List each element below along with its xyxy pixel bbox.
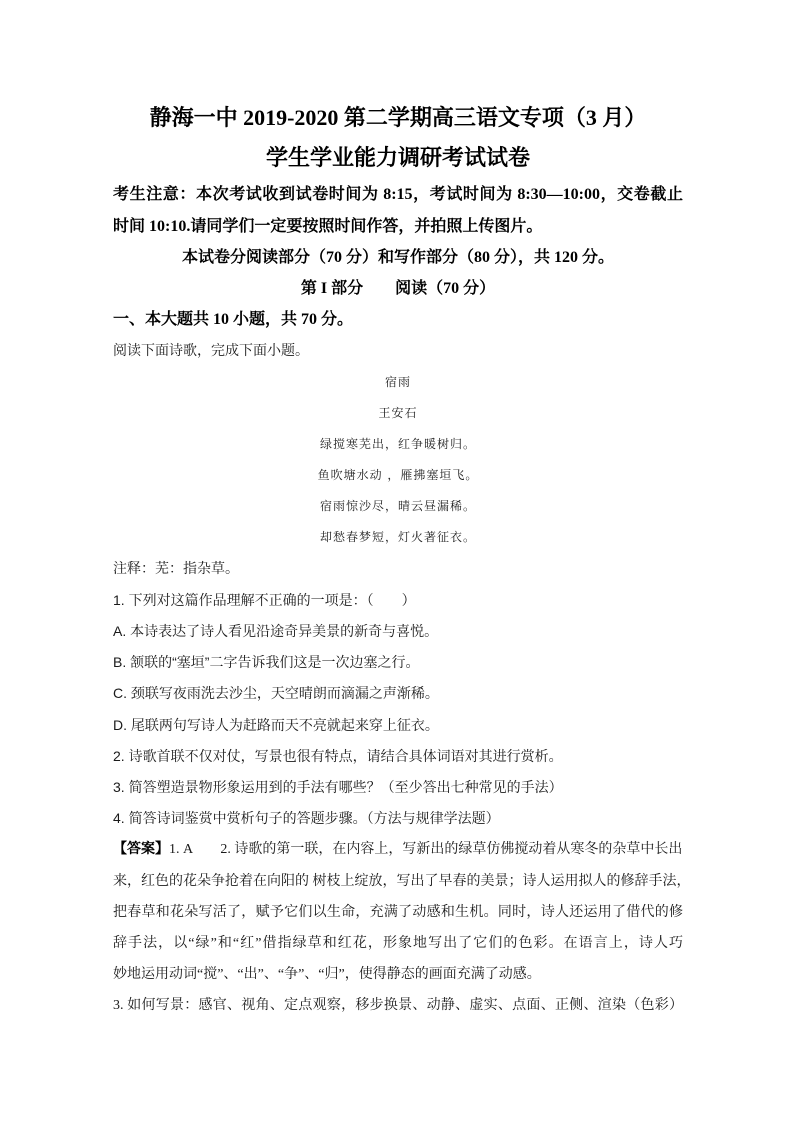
poem-block (113, 367, 683, 554)
part-heading: 第 I 部分 阅读（70 分） (300, 279, 496, 297)
poem-line: 宿雨惊沙尽，晴云昼漏稀。 (319, 499, 476, 514)
question-1-option-c: C. 颈联写夜雨洗去沙尘，天空晴朗而滴漏之声渐稀。 (113, 685, 439, 702)
poem-line: 鱼吹塘水动 ，雁拂塞垣飞。 (317, 468, 479, 483)
notice-line-2: 时间 10:10.请同学们一定要按照时间作答，并拍照上传图片。 (113, 217, 543, 235)
exam-page (113, 98, 691, 1021)
question-1-option-b: B. 颔联的“塞垣”二字告诉我们这是一次边塞之行。 (113, 654, 420, 671)
reading-instruction: 阅读下面诗歌，完成下面小题。 (113, 342, 309, 359)
question-2: 2. 诗歌首联不仅对仗，写景也很有特点，请结合具体词语对其进行赏析。 (113, 747, 563, 764)
section-heading: 一、本大题共 10 小题，共 70 分。 (113, 311, 354, 329)
answer-text: 1. A 2. 诗歌的第一联，在内容上，写新出的绿草仿佛搅动着从寒冬的杂草中长出 (169, 842, 683, 858)
poem-line: 却愁春梦短，灯火著征衣。 (319, 530, 476, 545)
answer-line: 妙地运用动词“搅”、“出”、“争”、“归”，使得静态的画面充满了动感。 (113, 967, 541, 983)
poem-title: 宿雨 (384, 374, 411, 389)
exam-title-line-1: 静海一中 2019-2020 第二学期高三语文专项（3 月） (149, 105, 647, 130)
answer-line: 3. 如何写景：感官、视角、定点观察，移步换景、动静、虚实、点面、正侧、渲染（色彩） (113, 998, 683, 1014)
answer-label: 【答案】 (113, 842, 169, 858)
question-1-option-d: D. 尾联两句写诗人为赶路而天不亮就起来穿上征衣。 (113, 716, 439, 733)
poem-author: 王安石 (378, 405, 418, 420)
question-1-option-a: A. 本诗表达了诗人看见沿途奇异美景的新奇与喜悦。 (113, 623, 439, 640)
notice-block (113, 179, 683, 366)
poem-annotation: 注释：芜：指杂草。 (113, 561, 239, 577)
questions-block (113, 585, 683, 835)
poem-line: 绿搅寒芜出，红争暖树归。 (319, 436, 476, 451)
question-3: 3. 简答塑造景物形象运用到的手法有哪些？（至少答出七种常见的手法） (113, 778, 563, 795)
answer-line: 把春草和花朵写活了，赋予它们以生命，充满了动感和生机。同时，诗人还运用了借代的修 (113, 904, 683, 920)
answer-line (113, 834, 683, 865)
score-summary: 本试卷分阅读部分（70 分）和写作部分（80 分），共 120 分。 (181, 248, 614, 266)
answer-line: 辞手法，以“绿”和“红”借指绿草和红花，形象地写出了它们的色彩。在语言上，诗人巧 (113, 935, 683, 951)
notice-line-1: 考生注意：本次考试收到试卷时间为 8:15，考试时间为 8:30—10:00，交卷截止 (113, 186, 683, 204)
question-1: 1. 下列对这篇作品理解不正确的一项是：（ ） (113, 591, 416, 608)
answer-block (113, 834, 691, 1021)
question-4: 4. 简答诗词鉴赏中赏析句子的答题步骤。（方法与规律学法题） (113, 810, 500, 827)
answer-line: 来，红色的花朵争抢着在向阳的 树枝上绽放，写出了早春的美景；诗人运用拟人的修辞手法， (113, 873, 691, 889)
exam-title-line-2: 学生学业能力调研考试试卷 (265, 145, 530, 170)
